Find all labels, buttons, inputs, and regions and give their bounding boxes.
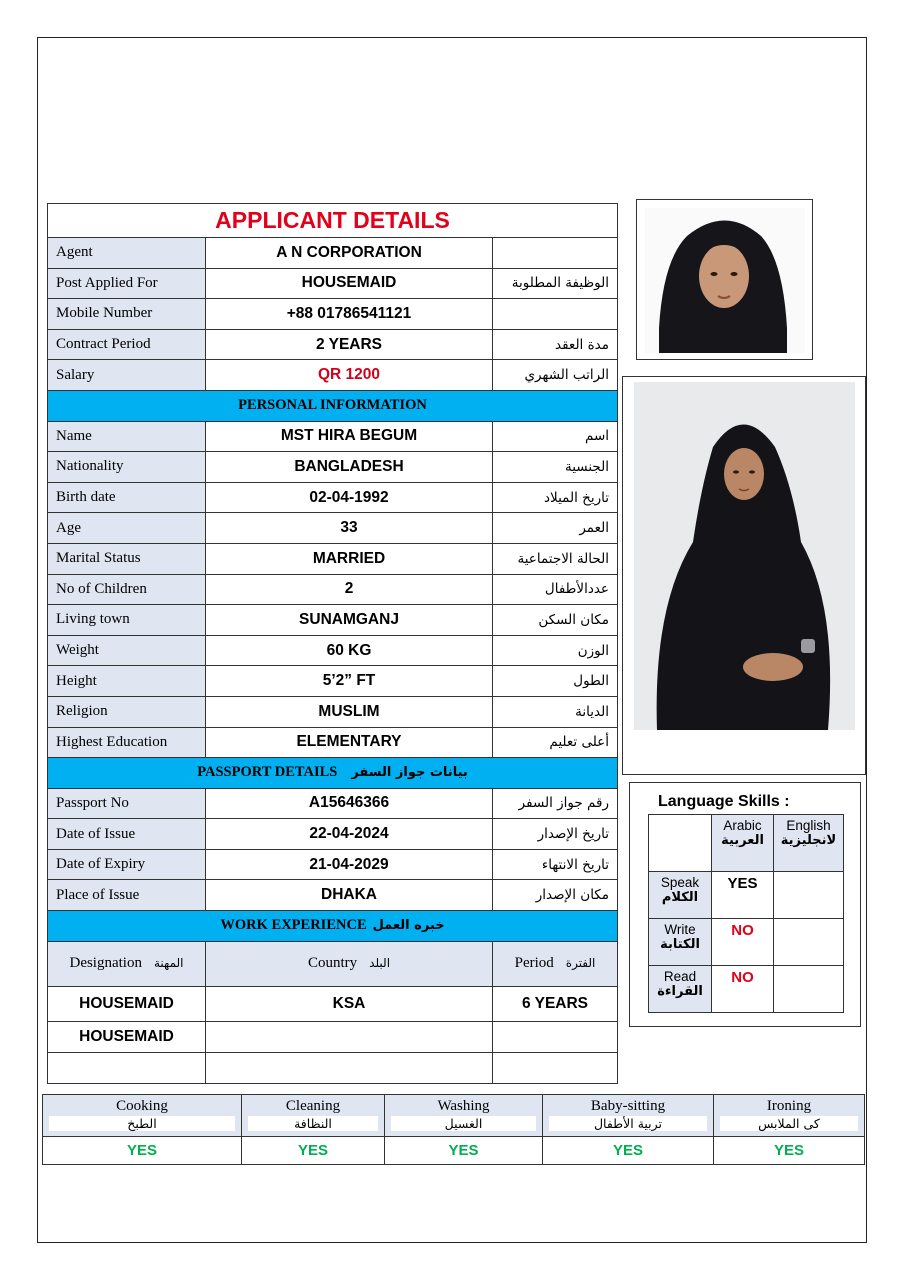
lang-col-arabic: Arabic العربية <box>712 815 774 872</box>
field-label: Contract Period <box>48 329 206 360</box>
lang-skill-label: Speak الكلام <box>649 872 712 919</box>
skill-header-cooking: Cooking الطبخ <box>43 1095 242 1137</box>
work-country <box>206 1021 493 1052</box>
field-label: Date of Expiry <box>48 849 206 880</box>
personal-row <box>48 482 618 513</box>
field-value: 2 <box>206 574 493 605</box>
field-label: Birth date <box>48 482 206 513</box>
field-label-arabic: عددالأطفال <box>493 574 618 605</box>
field-label-arabic: رقم جواز السفر <box>493 788 618 819</box>
lang-arabic-value: YES <box>712 872 774 919</box>
work-period <box>493 1021 618 1052</box>
lang-corner-cell <box>649 815 712 872</box>
field-label: Salary <box>48 360 206 391</box>
field-value: 21-04-2029 <box>206 849 493 880</box>
passport-row <box>48 849 618 880</box>
top-row <box>48 238 618 269</box>
field-label-arabic: الوزن <box>493 635 618 666</box>
field-value: A15646366 <box>206 788 493 819</box>
field-label-arabic: الراتب الشهري <box>493 360 618 391</box>
field-value: BANGLADESH <box>206 452 493 483</box>
field-label-arabic: تاريخ الميلاد <box>493 482 618 513</box>
personal-row <box>48 696 618 727</box>
page-title: APPLICANT DETAILS <box>48 204 618 238</box>
work-designation <box>48 1052 206 1083</box>
lang-col-english: English لانجليزية <box>774 815 844 872</box>
applicant-photo-full <box>622 376 866 775</box>
field-label: Height <box>48 666 206 697</box>
applicant-photo-headshot <box>636 199 813 360</box>
field-value: +88 01786541121 <box>206 299 493 330</box>
top-row <box>48 329 618 360</box>
period-header: Period الفترة <box>493 941 618 986</box>
field-value: 2 YEARS <box>206 329 493 360</box>
field-label: Post Applied For <box>48 268 206 299</box>
passport-header: PASSPORT DETAILS بيانات جواز السفر <box>48 758 618 789</box>
field-value: QR 1200 <box>206 360 493 391</box>
lang-skill-label: Read القراءة <box>649 966 712 1013</box>
field-label-arabic: مكان السكن <box>493 605 618 636</box>
field-value: A N CORPORATION <box>206 238 493 269</box>
field-label: Name <box>48 421 206 452</box>
field-label: Age <box>48 513 206 544</box>
field-label: Highest Education <box>48 727 206 758</box>
skill-value-ironing: YES <box>714 1137 865 1165</box>
field-label: Place of Issue <box>48 880 206 911</box>
language-skill-row <box>649 872 844 919</box>
work-experience-header: WORK EXPERIENCE خبره العمل <box>48 911 618 942</box>
personal-row <box>48 635 618 666</box>
skill-header-baby-sitting: Baby-sitting تربية الأطفال <box>543 1095 714 1137</box>
skill-value-washing: YES <box>385 1137 543 1165</box>
lang-english-value <box>774 919 844 966</box>
language-skills-box <box>629 782 861 1027</box>
country-header: Country البلد <box>206 941 493 986</box>
lang-english-value <box>774 872 844 919</box>
field-label: Mobile Number <box>48 299 206 330</box>
work-experience-row <box>48 1021 618 1052</box>
top-row <box>48 268 618 299</box>
field-value: MST HIRA BEGUM <box>206 421 493 452</box>
work-country: KSA <box>206 986 493 1021</box>
language-skill-row <box>649 919 844 966</box>
work-country <box>206 1052 493 1083</box>
work-experience-row <box>48 986 618 1021</box>
field-label: Religion <box>48 696 206 727</box>
field-label: Living town <box>48 605 206 636</box>
field-label-arabic: تاريخ الإصدار <box>493 819 618 850</box>
work-period <box>493 1052 618 1083</box>
skill-header-ironing: Ironing کی الملابس <box>714 1095 865 1137</box>
field-label-arabic: تاريخ الانتهاء <box>493 849 618 880</box>
personal-row <box>48 605 618 636</box>
passport-row <box>48 819 618 850</box>
field-label-arabic: العمر <box>493 513 618 544</box>
field-label-arabic <box>493 238 618 269</box>
skill-value-baby-sitting: YES <box>543 1137 714 1165</box>
field-label-arabic: الجنسية <box>493 452 618 483</box>
field-label-arabic: أعلى تعليم <box>493 727 618 758</box>
work-experience-row <box>48 1052 618 1083</box>
lang-arabic-value: NO <box>712 966 774 1013</box>
work-designation: HOUSEMAID <box>48 1021 206 1052</box>
field-value: MARRIED <box>206 543 493 574</box>
field-label: Date of Issue <box>48 819 206 850</box>
work-period: 6 YEARS <box>493 986 618 1021</box>
lang-english-value <box>774 966 844 1013</box>
field-value: 22-04-2024 <box>206 819 493 850</box>
skill-value-cooking: YES <box>43 1137 242 1165</box>
field-label: Nationality <box>48 452 206 483</box>
field-label: Weight <box>48 635 206 666</box>
field-label: Marital Status <box>48 543 206 574</box>
top-row <box>48 299 618 330</box>
field-label: No of Children <box>48 574 206 605</box>
field-value: ELEMENTARY <box>206 727 493 758</box>
personal-row <box>48 666 618 697</box>
field-value: 60 KG <box>206 635 493 666</box>
passport-row <box>48 880 618 911</box>
personal-row <box>48 543 618 574</box>
designation-header: Designation المهنة <box>48 941 206 986</box>
personal-row <box>48 513 618 544</box>
language-skills-table <box>648 814 844 1013</box>
language-skills-title: Language Skills : <box>658 793 790 810</box>
field-label-arabic: اسم <box>493 421 618 452</box>
field-value: 02-04-1992 <box>206 482 493 513</box>
field-value: 5’2” FT <box>206 666 493 697</box>
field-label-arabic: الطول <box>493 666 618 697</box>
field-label-arabic: مدة العقد <box>493 329 618 360</box>
skill-value-cleaning: YES <box>242 1137 385 1165</box>
applicant-details-table <box>47 203 618 1084</box>
field-label-arabic: الحالة الاجتماعية <box>493 543 618 574</box>
field-value: DHAKA <box>206 880 493 911</box>
field-label-arabic: مكان الإصدار <box>493 880 618 911</box>
field-label: Agent <box>48 238 206 269</box>
skill-header-cleaning: Cleaning النظافة <box>242 1095 385 1137</box>
field-label-arabic: الديانة <box>493 696 618 727</box>
lang-skill-label: Write الكتابة <box>649 919 712 966</box>
field-value: HOUSEMAID <box>206 268 493 299</box>
lang-arabic-value: NO <box>712 919 774 966</box>
passport-row <box>48 788 618 819</box>
field-value: MUSLIM <box>206 696 493 727</box>
work-designation: HOUSEMAID <box>48 986 206 1021</box>
personal-row <box>48 452 618 483</box>
language-skill-row <box>649 966 844 1013</box>
skills-table <box>42 1094 865 1165</box>
personal-row <box>48 727 618 758</box>
field-value: SUNAMGANJ <box>206 605 493 636</box>
personal-info-header: PERSONAL INFORMATION <box>48 390 618 421</box>
field-value: 33 <box>206 513 493 544</box>
personal-row <box>48 421 618 452</box>
field-label-arabic: الوظيفة المطلوبة <box>493 268 618 299</box>
field-label: Passport No <box>48 788 206 819</box>
top-row <box>48 360 618 391</box>
field-label-arabic <box>493 299 618 330</box>
skill-header-washing: Washing الغسيل <box>385 1095 543 1137</box>
personal-row <box>48 574 618 605</box>
